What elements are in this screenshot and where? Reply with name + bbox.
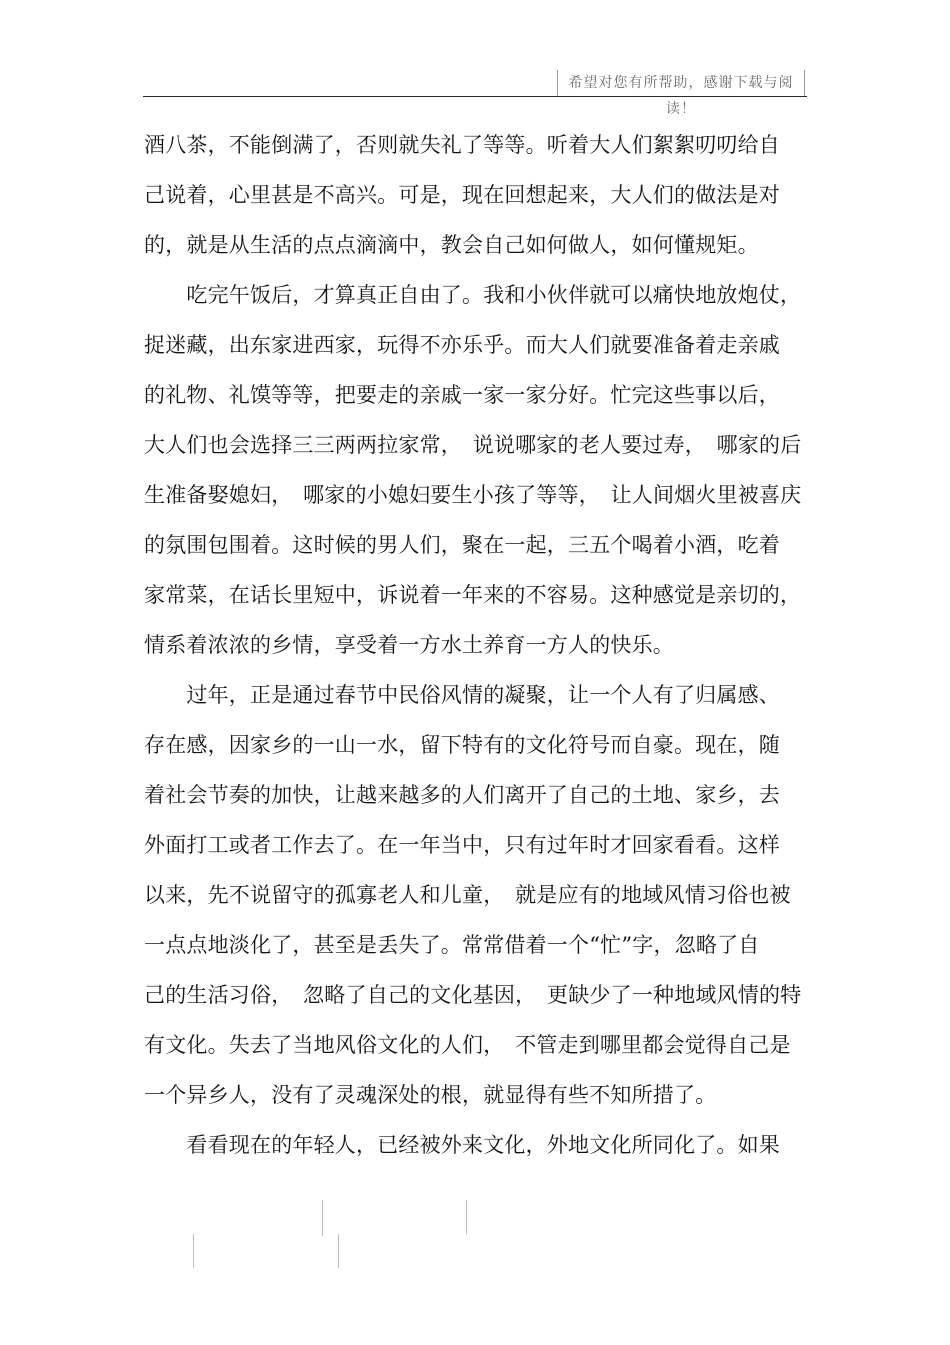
text-line: 一个异乡人，没有了灵魂深处的根，就显得有些不知所措了。: [144, 1083, 717, 1107]
scan-mark: [322, 1200, 323, 1236]
header-note: 希望对您有所帮助，感谢下载与阅读！: [557, 70, 805, 96]
text-line: 情系着浓浓的乡情，享受着一方水土养育一方人的快乐。: [144, 633, 674, 657]
text-line: 外面打工或者工作去了。在一年当中，只有过年时才回家看看。这样: [144, 833, 780, 857]
scan-mark: [338, 1234, 339, 1268]
text-line: 吃完午饭后，才算真正自由了。我和小伙伴就可以痛快地放炮仗，: [144, 283, 802, 307]
text-line: 着社会节奏的加快，让越来越多的人们离开了自己的土地、家乡，去: [144, 783, 780, 807]
text-line: 生准备娶媳妇， 哪家的小媳妇要生小孩了等等， 让人间烟火里被喜庆: [144, 483, 802, 507]
text-line: 的礼物、礼馍等等，把要走的亲戚一家一家分好。忙完这些事以后，: [144, 383, 780, 407]
scan-mark: [466, 1200, 467, 1234]
text-line: 家常菜，在话长里短中，诉说着一年来的不容易。这种感觉是亲切的，: [144, 583, 802, 607]
text-line: 存在感，因家乡的一山一水，留下特有的文化符号而自豪。现在，随: [144, 733, 780, 757]
text-line: 大人们也会选择三三两两拉家常， 说说哪家的老人要过寿， 哪家的后: [144, 433, 802, 457]
text-line: 捉迷藏，出东家进西家，玩得不亦乐乎。而大人们就要准备着走亲戚: [144, 333, 780, 357]
header-rule: [143, 96, 807, 97]
text-line: 的，就是从生活的点点滴滴中，教会自己如何做人，如何懂规矩。: [144, 233, 759, 257]
scan-mark: [193, 1234, 194, 1268]
text-line: 己的生活习俗， 忽略了自己的文化基因， 更缺少了一种地域风情的特: [144, 983, 802, 1007]
text-line: 有文化。失去了当地风俗文化的人们， 不管走到哪里都会觉得自己是: [144, 1033, 791, 1057]
text-line: 过年，正是通过春节中民俗风情的凝聚，让一个人有了归属感、: [144, 683, 780, 707]
text-line: 一点点地淡化了，甚至是丢失了。常常借着一个“忙”字，忽略了自: [144, 933, 760, 957]
text-line: 酒八茶，不能倒满了，否则就失礼了等等。听着大人们絮絮叨叨给自: [144, 133, 780, 157]
text-line: 以来，先不说留守的孤寡老人和儿童， 就是应有的地域风情习俗也被: [144, 883, 791, 907]
text-line: 看看现在的年轻人，已经被外来文化，外地文化所同化了。如果: [144, 1133, 780, 1157]
text-line: 己说着，心里甚是不高兴。可是，现在回想起来，大人们的做法是对: [144, 183, 780, 207]
text-line: 的氛围包围着。这时候的男人们，聚在一起，三五个喝着小酒，吃着: [144, 533, 780, 557]
body-text: [144, 120, 806, 1170]
